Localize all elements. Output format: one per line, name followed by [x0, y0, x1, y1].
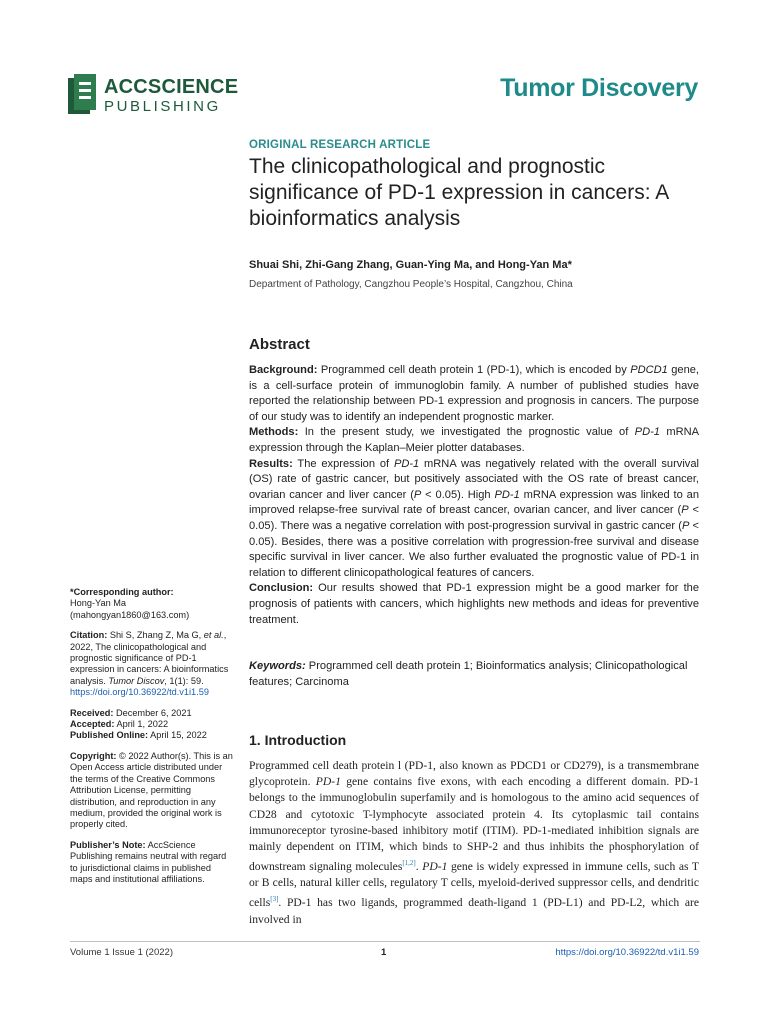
publisher-note-block: Publisher’s Note: AccScience Publishing remains neutral with regard to jurisdictional claims in published maps and institutional affiliations. — [70, 839, 227, 884]
author-list: Shuai Shi, Zhi-Gang Zhang, Guan-Ying Ma, and Hong-Yan Ma* — [249, 259, 572, 271]
abstract-background: Background: Programmed cell death protein 1 (PD-1), which is encoded by PDCD1 gene, is a cell-surface protein of immunoglobin family. A number of published studies have reported the relationship between PD-1 expression and prognosis in cancers. The purpose of our study was to identify an independent prognostic marker. — [249, 364, 699, 423]
logo-wordmark-bottom: PUBLISHING — [104, 98, 221, 115]
dates-block: Received: December 6, 2021 Accepted: April 1, 2022 Published Online: April 15, 2022 — [70, 707, 207, 741]
keywords: Keywords: Programmed cell death protein 1; Bioinformatics analysis; Clinicopathological features; Carcinoma — [249, 660, 688, 688]
corresponding-email[interactable]: (mahongyan1860@163.com) — [70, 609, 190, 620]
copyright-block: Copyright: © 2022 Author(s). This is an Open Access article distributed under the terms of the Creative Commons Attribution License, permitting distribution, and reproduction in any medium, provided the original work is properly cited. — [70, 750, 233, 830]
results-label: Results: — [249, 457, 293, 470]
section-heading-introduction: 1. Introduction — [249, 732, 347, 748]
citation-ref-link[interactable]: [1,2] — [402, 859, 416, 868]
methods-label: Methods: — [249, 426, 299, 439]
citation-block: Citation: Shi S, Zhang Z, Ma G, et al., 2022, The clinicopathological and prognostic significance of PD-1 expression in cancers: A bioinformatics analysis. Tumor Discov, 1(1): 59. https://doi.org/10.36922/td.v1i1.59 — [70, 630, 229, 698]
citation-ref-link[interactable]: [3] — [270, 895, 279, 904]
corresponding-author: *Corresponding author: Hong-Yan Ma (mahongyan1860@163.com) — [70, 587, 190, 620]
book-logo-icon — [68, 74, 98, 116]
keywords-label: Keywords: — [249, 660, 306, 672]
article-title: The clinicopathological and prognostic significance of PD-1 expression in cancers: A bioinformatics analysis — [249, 155, 669, 230]
footer-doi-link[interactable]: https://doi.org/10.36922/td.v1i1.59 — [555, 947, 699, 958]
affiliation: Department of Pathology, Cangzhou People’s Hospital, Cangzhou, China — [249, 279, 573, 290]
publisher-logo — [68, 74, 248, 118]
page-number: 1 — [381, 947, 387, 958]
article-info-sidebar — [70, 587, 235, 894]
abstract-methods: Methods: In the present study, we investigated the prognostic value of PD-1 mRNA expression through the Kaplan–Meier plotter databases. — [249, 426, 699, 454]
introduction-body: Programmed cell death protein l (PD-1, also known as PDCD1 or CD279), is a transmembrane glycoprotein. PD-1 gene contains five exons, with each encoding a different domain. PD-1 belongs to the immunoglobulin superfamily and is homologous to the amino acid sequences of CD28 and cytotoxic T-lymphocyte associated protein 4. Its cytoplasmic tail contains immunoreceptor tyrosine-based inhibitory motif (ITIM). PD-1-mediated inhibition signals are mainly dependent on ITIM, which binds to SHP-2 and thus inhibits the phosphorylation of downstream signaling molecules[1,2]. PD-1 gene is widely expressed in immune cells, such as T or B cells, natural killer cells, regulatory T cells, myeloid-derived suppressor cells, and dendritic cells[3]. PD-1 has two ligands, programmed death-ligand 1 (PD-L1) and PD-L2, which are involved in — [249, 759, 700, 926]
conclusion-label: Conclusion: — [249, 582, 314, 595]
abstract-results: Results: The expression of PD-1 mRNA was negatively related with the overall survival (OS) rate of gastric cancer, but positively associated with the OS rate of breast cancer, ovarian cancer and liver cancer (P < 0.05). High PD-1 mRNA expression was linked to an improved relapse-free survival rate of breast cancer, ovarian cancer, and liver cancer (P < 0.05). There was a negative correlation with post-progression survival in gastric cancer (P < 0.05). Besides, there was a positive correlation with progression-free survival and disease specific survival in liver cancer. We also further evaluated the prognostic value of PD-1 in relation to different clinicopathological features of cancers. — [249, 457, 700, 579]
abstract-heading: Abstract — [249, 336, 310, 353]
footer-divider — [70, 941, 700, 942]
article-type: ORIGINAL RESEARCH ARTICLE — [249, 139, 431, 151]
citation-doi-link[interactable]: https://doi.org/10.36922/td.v1i1.59 — [70, 687, 209, 698]
logo-wordmark-top: ACCSCIENCE — [104, 76, 239, 98]
footer-volume: Volume 1 Issue 1 (2022) — [70, 947, 173, 958]
journal-name: Tumor Discovery — [500, 74, 698, 102]
abstract-body — [249, 363, 699, 628]
abstract-conclusion: Conclusion: Our results showed that PD-1 expression might be a good marker for the prognosis of patients with cancers, which highlights new methods and ideas for preventive treatment. — [249, 582, 699, 626]
background-label: Background: — [249, 364, 318, 376]
